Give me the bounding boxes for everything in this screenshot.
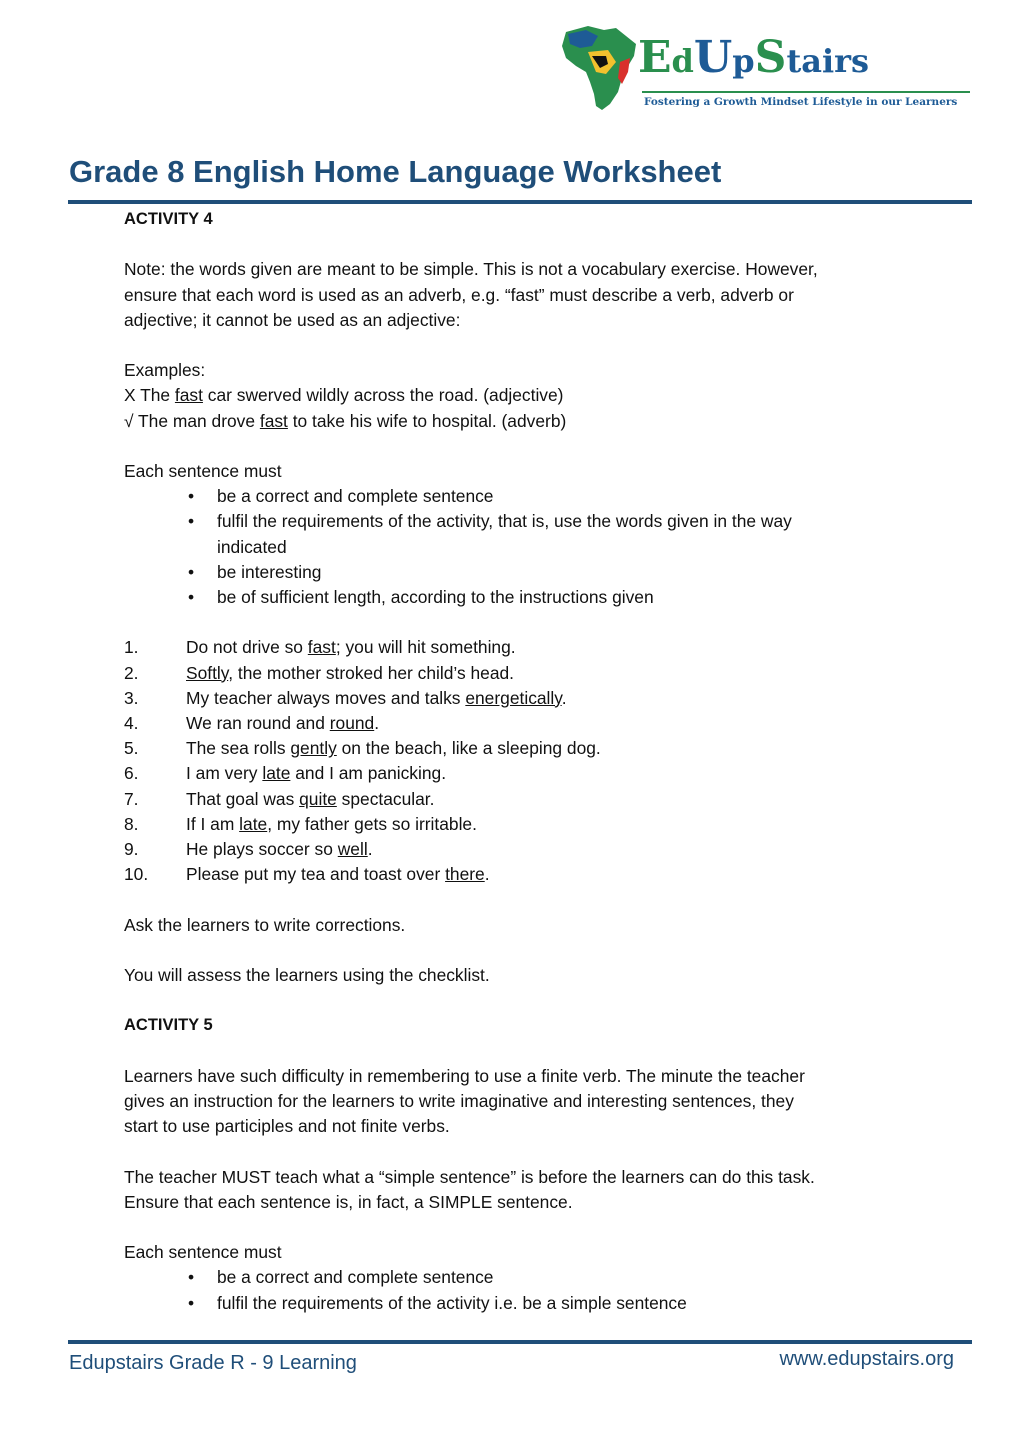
bullet-icon: •	[188, 587, 195, 607]
bullet-icon: •	[188, 1267, 195, 1288]
sentence-item: 4. We ran round and round.	[124, 713, 380, 733]
bullet-icon: •	[188, 486, 195, 507]
page-title: Grade 8 English Home Language Worksheet	[69, 154, 722, 189]
logo-underline	[642, 91, 970, 93]
sentence-item: 5. The sea rolls gently on the beach, like a sleeping dog.	[124, 738, 601, 759]
note-line: adjective; it cannot be used as an adjective:	[124, 309, 461, 330]
footer-brand: Edupstairs Grade R - 9 Learning	[69, 1352, 357, 1374]
bullet-icon: •	[188, 1292, 195, 1313]
header-divider	[68, 200, 972, 204]
requirements-list	[124, 484, 924, 610]
sentence-item: 10. Please put my tea and toast over there.	[124, 864, 490, 885]
paragraph-line: The teacher MUST teach what a “simple sentence” is before the learners can do this task.	[124, 1166, 815, 1187]
footer-website-link[interactable]: www.edupstairs.org	[779, 1348, 954, 1370]
paragraph-line: Ensure that each sentence is, in fact, a SIMPLE sentence.	[124, 1191, 573, 1212]
examples-label: Examples:	[124, 360, 206, 381]
list-item: • be a correct and complete sentence	[124, 484, 924, 509]
activity4-heading: ACTIVITY 4	[124, 210, 213, 228]
paragraph-line: Learners have such difficulty in remembering to use a finite verb. The minute the teacher	[124, 1065, 805, 1086]
paragraph-line: start to use participles and not finite verbs.	[124, 1116, 450, 1137]
example-wrong: X The fast car swerved wildly across the road. (adjective)	[124, 385, 564, 406]
worksheet-body	[124, 205, 924, 1316]
paragraph-line: gives an instruction for the learners to write imaginative and interesting sentences, they	[124, 1090, 794, 1111]
sentence-item: 6. I am very late and I am panicking.	[124, 763, 447, 784]
bullet-icon: •	[188, 511, 195, 532]
sentence-item: 8. If I am late, my father gets so irritable.	[124, 813, 477, 834]
each-sentence-label: Each sentence must	[124, 460, 282, 481]
assess-note: You will assess the learners using the checklist.	[124, 965, 490, 985]
footer-divider	[68, 1340, 972, 1344]
each-sentence-label: Each sentence must	[124, 1242, 282, 1263]
sentence-item: 2. Softly, the mother stroked her child’s head.	[124, 662, 515, 683]
list-item: • be of sufficient length, according to the instructions given	[124, 585, 924, 610]
africa-map-icon	[558, 22, 642, 114]
list-item: • fulfil the requirements of the activity i.e. be a simple sentence	[124, 1291, 924, 1316]
note-line: Note: the words given are meant to be simple. This is not a vocabulary exercise. However,	[124, 259, 818, 280]
requirements-list	[124, 1265, 924, 1315]
list-item-continued: indicated	[217, 536, 287, 557]
list-item: • be a correct and complete sentence	[124, 1265, 924, 1290]
sentence-item: 1. Do not drive so fast; you will hit something.	[124, 637, 516, 658]
bullet-icon: •	[188, 561, 195, 582]
sentence-item: 9. He plays soccer so well.	[124, 839, 373, 860]
note-line: ensure that each word is used as an adverb, e.g. “fast” must describe a verb, adverb or	[124, 284, 794, 305]
list-item: • fulfil the requirements of the activity, that is, use the words given in the way	[124, 509, 924, 534]
example-right: √ The man drove fast to take his wife to hospital. (adverb)	[124, 410, 567, 431]
activity5-heading: ACTIVITY 5	[124, 1016, 213, 1035]
corrections-note: Ask the learners to write corrections.	[124, 914, 406, 935]
sentence-list	[124, 635, 924, 887]
sentence-item: 7. That goal was quite spectacular.	[124, 788, 435, 809]
logo-tagline: Fostering a Growth Mindset Lifestyle in our Learners	[644, 96, 958, 108]
list-item: • be interesting	[124, 560, 924, 585]
logo-wordmark: EdUpStairs	[638, 32, 869, 83]
edupstairs-logo	[558, 22, 978, 114]
sentence-item: 3. My teacher always moves and talks energetically.	[124, 687, 567, 708]
